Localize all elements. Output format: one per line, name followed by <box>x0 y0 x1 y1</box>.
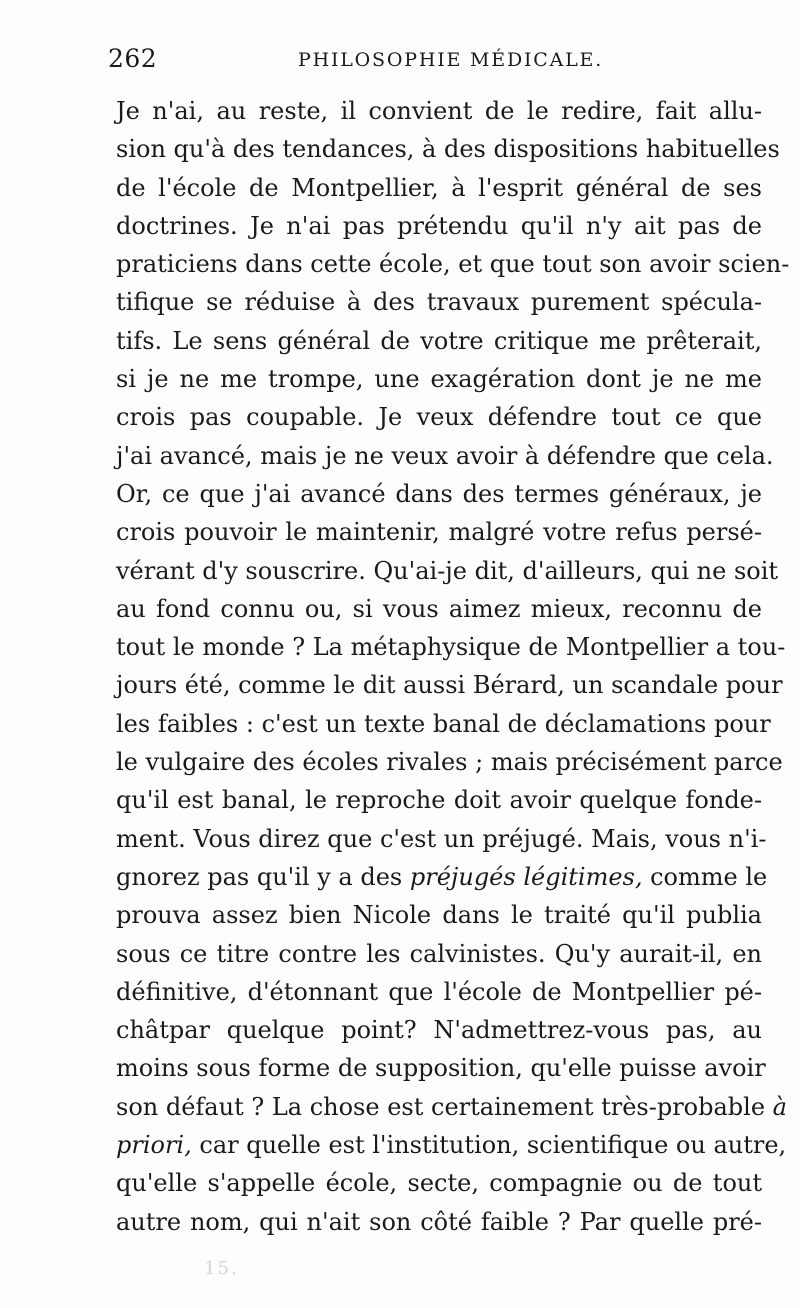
text-segment: son défaut ? La chose est certainement très-probable <box>116 1092 773 1121</box>
text-segment: gnorez pas qu'il y a des <box>116 862 410 891</box>
text-segment: définitive, d'étonnant que l'école de Montpellier pé- <box>116 977 762 1006</box>
text-line <box>116 130 780 168</box>
text-segment: jours été, comme le dit aussi Bérard, un scandale pour <box>116 671 783 700</box>
text-line <box>116 781 762 819</box>
text-line <box>116 743 783 781</box>
text-segment: châtpar quelque point? N'admettrez-vous pas, au <box>116 1016 762 1045</box>
text-segment: praticiens dans cette école, et que tout son avoir scien- <box>116 250 790 279</box>
body-text <box>116 92 790 1241</box>
text-segment: tifique se réduise à des travaux purement spécula- <box>116 288 762 317</box>
running-title: PHILOSOPHIE MÉDICALE. <box>298 49 604 71</box>
text-segment: Or, ce que j'ai avancé dans des termes généraux, je <box>116 479 762 508</box>
text-line <box>116 437 774 475</box>
text-segment: qu'elle s'appelle école, secte, compagnie ou de tout <box>116 1169 762 1198</box>
text-line <box>116 475 762 513</box>
text-segment: crois pouvoir le maintenir, malgré votre refus persé- <box>116 518 762 547</box>
text-segment: prouva assez bien Nicole dans le traité qu'il publia <box>116 901 762 930</box>
text-line <box>116 398 762 436</box>
text-segment: Je n'ai, au reste, il convient de le redire, fait allu- <box>116 97 762 125</box>
text-segment: car quelle est l'institution, scientifique ou autre, <box>191 1131 787 1160</box>
text-line <box>116 666 783 704</box>
text-line <box>116 858 768 896</box>
italic-segment: à <box>772 1092 787 1121</box>
text-line <box>116 705 771 743</box>
text-line <box>116 169 762 207</box>
page-header <box>108 44 768 78</box>
text-line <box>116 207 762 245</box>
text-segment: les faibles : c'est un texte banal de déclamations pour <box>116 709 771 738</box>
text-segment: au fond connu ou, si vous aimez mieux, reconnu de <box>116 594 762 623</box>
text-segment: ment. Vous direz que c'est un préjugé. Mais, vous n'i- <box>116 824 767 853</box>
signature-mark: 15. <box>204 1258 239 1279</box>
text-line <box>116 590 762 628</box>
italic-segment: priori, <box>116 1131 192 1160</box>
text-line <box>116 820 767 858</box>
text-segment: tifs. Le sens général de votre critique me prêterait, <box>116 326 762 355</box>
text-segment: si je ne me trompe, une exagération dont je ne me <box>116 365 762 394</box>
text-segment: moins sous forme de supposition, qu'elle puisse avoir <box>116 1054 766 1083</box>
text-line <box>116 973 762 1011</box>
text-line <box>116 1049 766 1087</box>
text-segment: j'ai avancé, mais je ne veux avoir à défendre que cela. <box>116 441 774 470</box>
text-line <box>116 92 762 130</box>
text-line <box>116 896 762 934</box>
text-segment: tout le monde ? La métaphysique de Montpellier a tou- <box>116 633 786 662</box>
text-segment: qu'il est banal, le reproche doit avoir quelque fonde- <box>116 786 762 815</box>
text-line <box>116 245 790 283</box>
text-line <box>116 1164 762 1202</box>
text-line <box>116 628 786 666</box>
text-line <box>116 360 762 398</box>
text-segment: crois pas coupable. Je veux défendre tout ce que <box>116 403 762 432</box>
text-segment: sion qu'à des tendances, à des dispositions habituelles <box>116 135 780 164</box>
text-line <box>116 935 762 973</box>
text-segment: sous ce titre contre les calvinistes. Qu'y aurait-il, en <box>116 939 762 968</box>
text-segment: de l'école de Montpellier, à l'esprit général de ses <box>116 173 762 202</box>
text-segment: autre nom, qui n'ait son côté faible ? Par quelle pré- <box>116 1207 762 1236</box>
text-segment: vérant d'y souscrire. Qu'ai-je dit, d'ailleurs, qui ne soit <box>116 556 779 585</box>
text-line <box>116 1088 787 1126</box>
italic-segment: préjugés légitimes, <box>409 862 643 891</box>
text-line <box>116 1011 762 1049</box>
page-number: 262 <box>108 44 158 73</box>
text-line <box>116 1126 787 1164</box>
text-line <box>116 283 762 321</box>
text-line <box>116 1203 762 1241</box>
text-segment: comme le <box>642 862 768 891</box>
text-line <box>116 322 762 360</box>
text-segment: doctrines. Je n'ai pas prétendu qu'il n'y ait pas de <box>116 211 762 240</box>
text-segment: le vulgaire des écoles rivales ; mais précisément parce <box>116 748 783 777</box>
text-line <box>116 513 762 551</box>
text-line <box>116 552 779 590</box>
